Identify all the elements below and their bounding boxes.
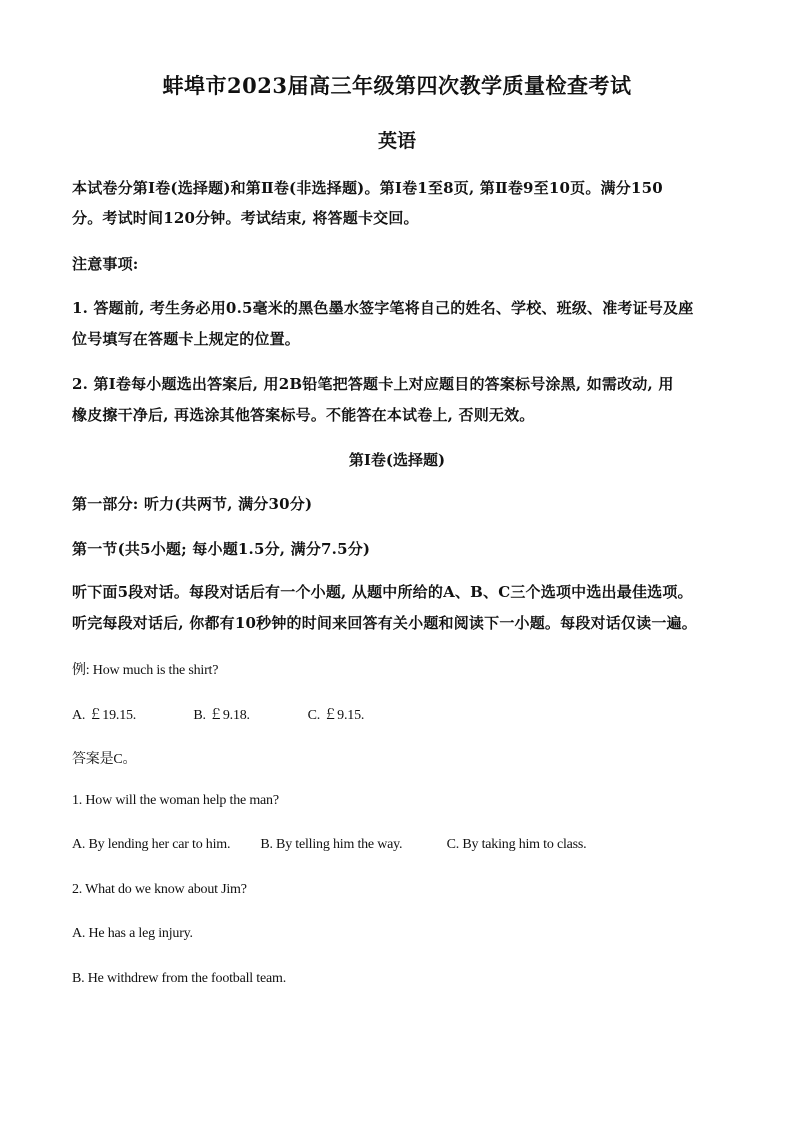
example-option-c: C. ￡9.15. [307,708,365,723]
example-option-b: B. ￡9.18. [193,708,250,723]
question-1-option-a: A. By lending her car to him. [72,837,231,852]
note-2-line-1: 2. 第Ⅰ卷每小题选出答案后, 用2B铅笔把答题卡上对应题目的答案标号涂黑, 如需改动, 用 [72,375,674,393]
question-1-option-b: B. By telling him the way. [260,837,403,852]
example-question: 例: How much is the shirt? [72,663,219,678]
question-1-option-c: C. By taking him to class. [446,837,587,852]
example-answer: 答案是C。 [72,752,137,767]
exam-title: 蚌埠市2023届高三年级第四次教学质量检查考试 [162,73,632,98]
part-1-heading: 第一部分: 听力(共两节, 满分30分) [72,495,313,513]
question-2-option-b: B. He withdrew from the football team. [72,971,287,986]
volume-1-heading: 第Ⅰ卷(选择题) [348,451,446,469]
intro-line-2: 分。考试时间120分钟。考试结束, 将答题卡交回。 [72,209,419,227]
instruction-line-2: 听完每段对话后, 你都有10秒钟的时间来回答有关小题和阅读下一小题。每段对话仅读一遍。 [72,614,697,632]
example-option-a: A. ￡19.15. [72,708,137,723]
question-2-stem: 2. What do we know about Jim? [72,882,247,897]
question-2-option-a: A. He has a leg injury. [72,926,193,941]
section-1-heading: 第一节(共5小题; 每小题1.5分, 满分7.5分) [72,540,371,558]
instruction-line-1: 听下面5段对话。每段对话后有一个小题, 从题中所给的A、B、C三个选项中选出最佳选项。 [72,583,693,601]
intro-line-1: 本试卷分第Ⅰ卷(选择题)和第Ⅱ卷(非选择题)。第Ⅰ卷1至8页, 第Ⅱ卷9至10页。满分150 [72,179,663,197]
note-2-line-2: 橡皮擦干净后, 再选涂其他答案标号。不能答在本试卷上, 否则无效。 [72,406,535,424]
notes-heading: 注意事项: [72,255,139,273]
note-1-line-2: 位号填写在答题卡上规定的位置。 [72,330,301,348]
subject-title: 英语 [377,130,416,152]
note-1-line-1: 1. 答题前, 考生务必用0.5毫米的黑色墨水签字笔将自己的姓名、学校、班级、准考证号及座 [72,299,694,317]
question-1-stem: 1. How will the woman help the man? [72,793,279,808]
question-1-options [72,837,586,853]
example-options [72,704,364,724]
